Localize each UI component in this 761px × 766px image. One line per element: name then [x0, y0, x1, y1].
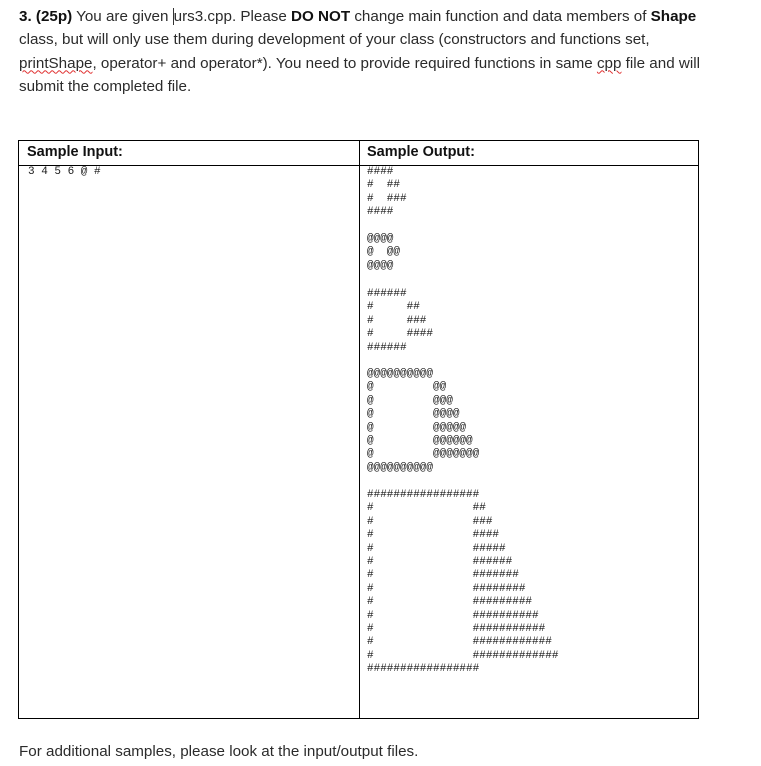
filename-text: urs3.cpp [173, 8, 232, 25]
do-not-emphasis: DO NOT [291, 8, 351, 25]
footer-note: For additional samples, please look at the input/output files. [19, 743, 419, 760]
sample-input-header: Sample Input: [27, 144, 123, 160]
question-segment: , operator+ and operator*). You need to provide required functions in same [92, 54, 597, 72]
header-divider [19, 165, 698, 166]
output-shape-3: ###### # ## # ### # #### ###### [367, 288, 434, 354]
sample-output-header: Sample Output: [367, 144, 475, 160]
question-segment: change main function and data members of [350, 8, 651, 25]
sample-table [18, 140, 699, 719]
question-segment: class, but will only use them during development of your class (constructors and functions set, [19, 31, 650, 49]
question-segment: file and will submit the completed file. [19, 54, 700, 95]
sample-input-value: 3 4 5 6 @ # [28, 166, 101, 178]
question-text [19, 5, 709, 98]
column-divider [359, 141, 360, 718]
output-shape-2: @@@@ @ @@ @@@@ [367, 233, 401, 272]
question-number: 3. (25p) [19, 8, 73, 25]
output-shape-4: @@@@@@@@@@ @ @@ @ @@@ @ @@@@ @ @@@@@ @ @@@@@@ @ @@@@@@@ @@@@@@@@@@ [367, 368, 480, 474]
output-shape-1: #### # ## # ### #### [367, 166, 407, 219]
shape-emphasis: Shape [650, 8, 697, 25]
cpp-word: cpp [596, 54, 622, 72]
output-shape-5: ################# # ## # ### # #### # ##### # ###### # ####### # ######## # ######### # ########## # ########### # ############ # ############# ################# [367, 489, 559, 676]
question-segment: . Please [231, 8, 292, 25]
print-shape-word: printShape [19, 54, 93, 72]
question-segment: You are given [72, 8, 173, 25]
